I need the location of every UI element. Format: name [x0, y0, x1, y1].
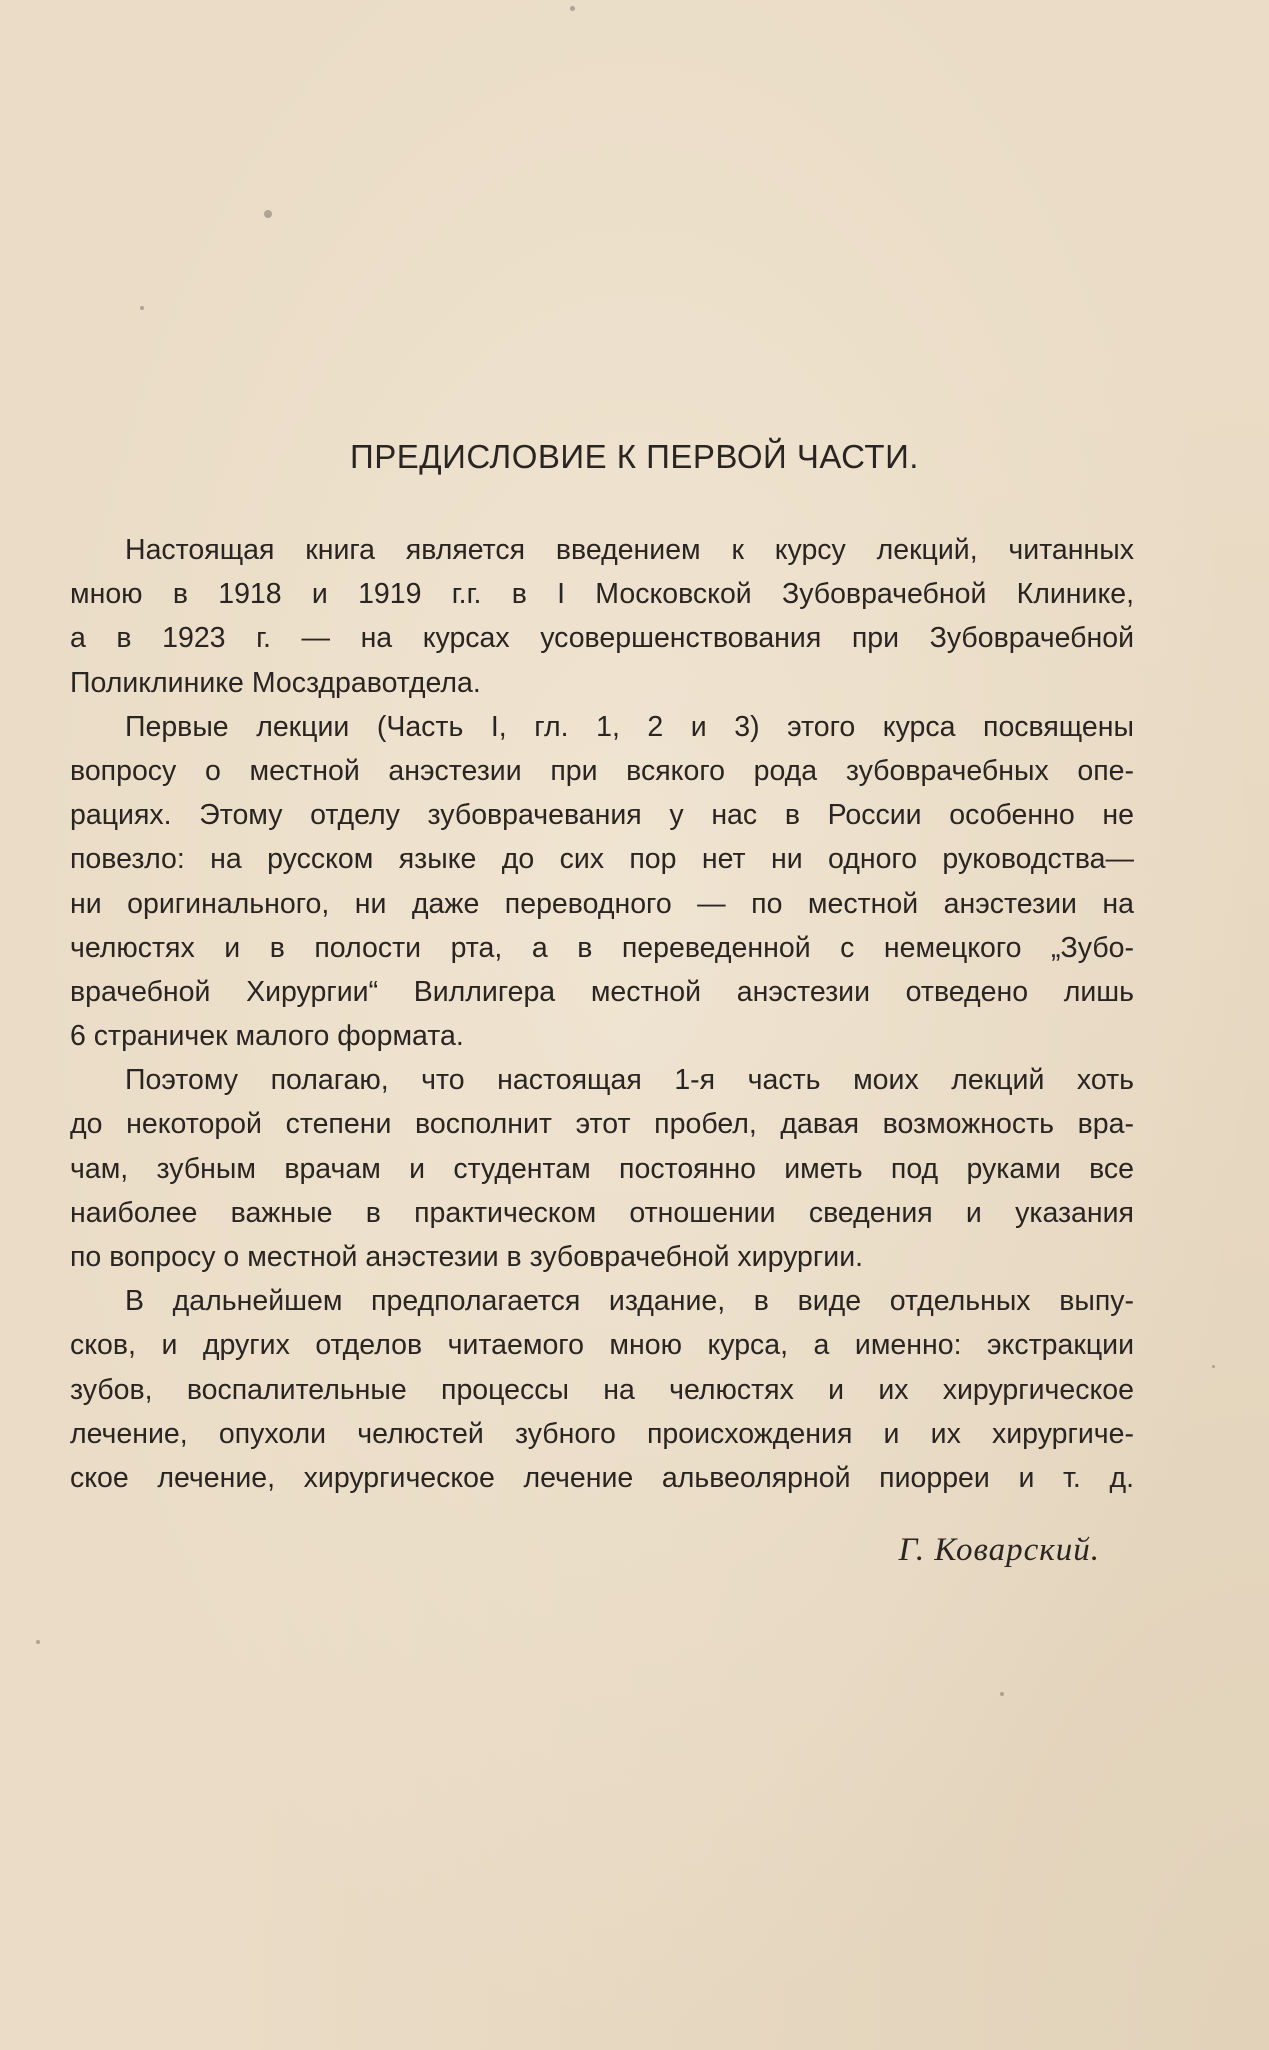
text-line: Поэтому полагаю, что настоящая 1-я часть моих лекций хоть — [125, 1064, 1134, 1097]
text-line: мною в 1918 и 1919 г.г. в I Московской Зубоврачебной Клинике, — [70, 578, 1134, 611]
paper-speck — [264, 210, 272, 218]
paragraph — [70, 528, 1134, 705]
text-line: врачебной Хирургии“ Виллигера местной анэстезии отведено лишь — [70, 975, 1134, 1008]
text-line: а в 1923 г. — на курсах усовершенствования при Зубоврачебной — [70, 622, 1134, 655]
text-line: 6 страничек малого формата. — [70, 1020, 464, 1053]
preface-text — [70, 528, 1134, 1500]
text-line: сков, и других отделов читаемого мною курса, а именно: экстракции — [70, 1329, 1134, 1362]
paragraph — [70, 705, 1134, 1059]
text-line: до некоторой степени восполнит этот пробел, давая возможность вра- — [70, 1108, 1134, 1141]
paragraph — [70, 1279, 1134, 1500]
author-signature: Г. Коварский. — [898, 1532, 1100, 1568]
paper-speck — [570, 6, 575, 11]
text-line: Поликлинике Мосздравотдела. — [70, 666, 481, 699]
text-line: Первые лекции (Часть I, гл. 1, 2 и 3) этого курса посвящены — [125, 710, 1134, 743]
text-line: лечение, опухоли челюстей зубного происхождения и их хирургиче- — [70, 1417, 1134, 1450]
text-line: ни оригинального, ни даже переводного — по местной анэстезии на — [70, 887, 1134, 920]
paper-speck — [36, 1640, 40, 1644]
text-line: чам, зубным врачам и студентам постоянно иметь под руками все — [70, 1152, 1134, 1185]
text-line: рациях. Этому отделу зубоврачевания у нас в России особенно не — [70, 799, 1134, 832]
text-line: Настоящая книга является введением к курсу лекций, читанных — [125, 534, 1134, 566]
text-line: вопросу о местной анэстезии при всякого рода зубоврачебных опе- — [70, 754, 1134, 787]
page-title: ПРЕДИСЛОВИЕ К ПЕРВОЙ ЧАСТИ. — [350, 438, 919, 475]
text-line: челюстях и в полости рта, а в переведенной с немецкого „Зубо- — [70, 931, 1134, 964]
paper-speck — [140, 306, 144, 310]
text-line: ское лечение, хирургическое лечение альвеолярной пиорреи и т. д. — [70, 1461, 1134, 1494]
text-line: зубов, воспалительные процессы на челюстях и их хирургическое — [70, 1373, 1134, 1406]
text-line: В дальнейшем предполагается издание, в виде отдельных выпу- — [125, 1285, 1134, 1318]
text-line: повезло: на русском языке до сих пор нет ни одного руководства— — [70, 843, 1134, 876]
text-line: наиболее важные в практическом отношении сведения и указания — [70, 1196, 1134, 1229]
paper-speck — [1212, 1365, 1215, 1368]
text-line: по вопросу о местной анэстезии в зубоврачебной хирургии. — [70, 1241, 864, 1273]
paper-speck — [1000, 1692, 1004, 1696]
paragraph — [70, 1058, 1134, 1279]
